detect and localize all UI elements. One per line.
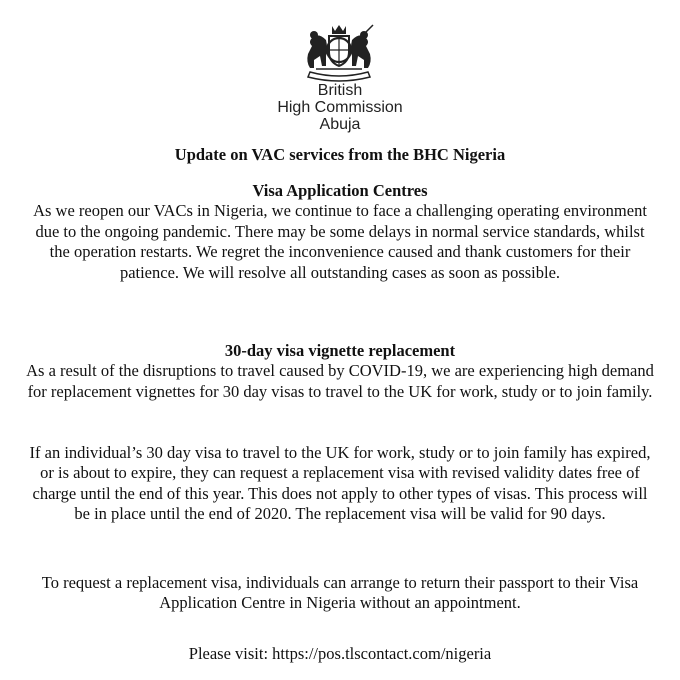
royal-coat-of-arms-icon: [296, 22, 382, 84]
org-line-high-commission: High Commission: [277, 99, 403, 116]
section-visa-application-centres: [24, 181, 656, 283]
paragraph-request: [24, 573, 656, 614]
section-body: As a result of the disruptions to travel caused by COVID-19, we are experiencing high demand for replacement vignettes for 30 day visas to travel to the UK for work, study or to join family.: [26, 361, 654, 401]
paragraph-text: To request a replacement visa, individuals can arrange to return their passport to their Visa Application Centre in Nigeria without an appointment.: [41, 573, 639, 613]
org-line-british: British: [317, 82, 363, 99]
paragraph-eligibility: [24, 443, 656, 525]
section-body: As we reopen our VACs in Nigeria, we continue to face a challenging operating environment due to the ongoing pandemic. There may be some delays in normal service standards, whilst the operation restarts. We regret the inconvenience caused and thank customers for their patience. We will resolve all outstanding cases as soon as possible.: [33, 201, 647, 282]
section-heading: Visa Application Centres: [252, 181, 428, 200]
visit-link-line: Please visit: https://pos.tlscontact.com/nigeria: [188, 644, 492, 663]
document-title: Update on VAC services from the BHC Nigeria: [174, 145, 506, 164]
section-vignette-replacement: [24, 341, 656, 402]
org-line-abuja: Abuja: [319, 116, 361, 133]
organisation-name: [0, 82, 680, 133]
section-heading: 30-day visa vignette replacement: [224, 341, 456, 360]
paragraph-text: If an individual’s 30 day visa to travel to the UK for work, study or to join family has expired, or is about to expire, they can request a replacement visa with revised validity dates free of charge until the end of this year. This does not apply to other types of visas. This process will be in place until the end of 2020. The replacement visa will be valid for 90 days.: [29, 443, 651, 524]
